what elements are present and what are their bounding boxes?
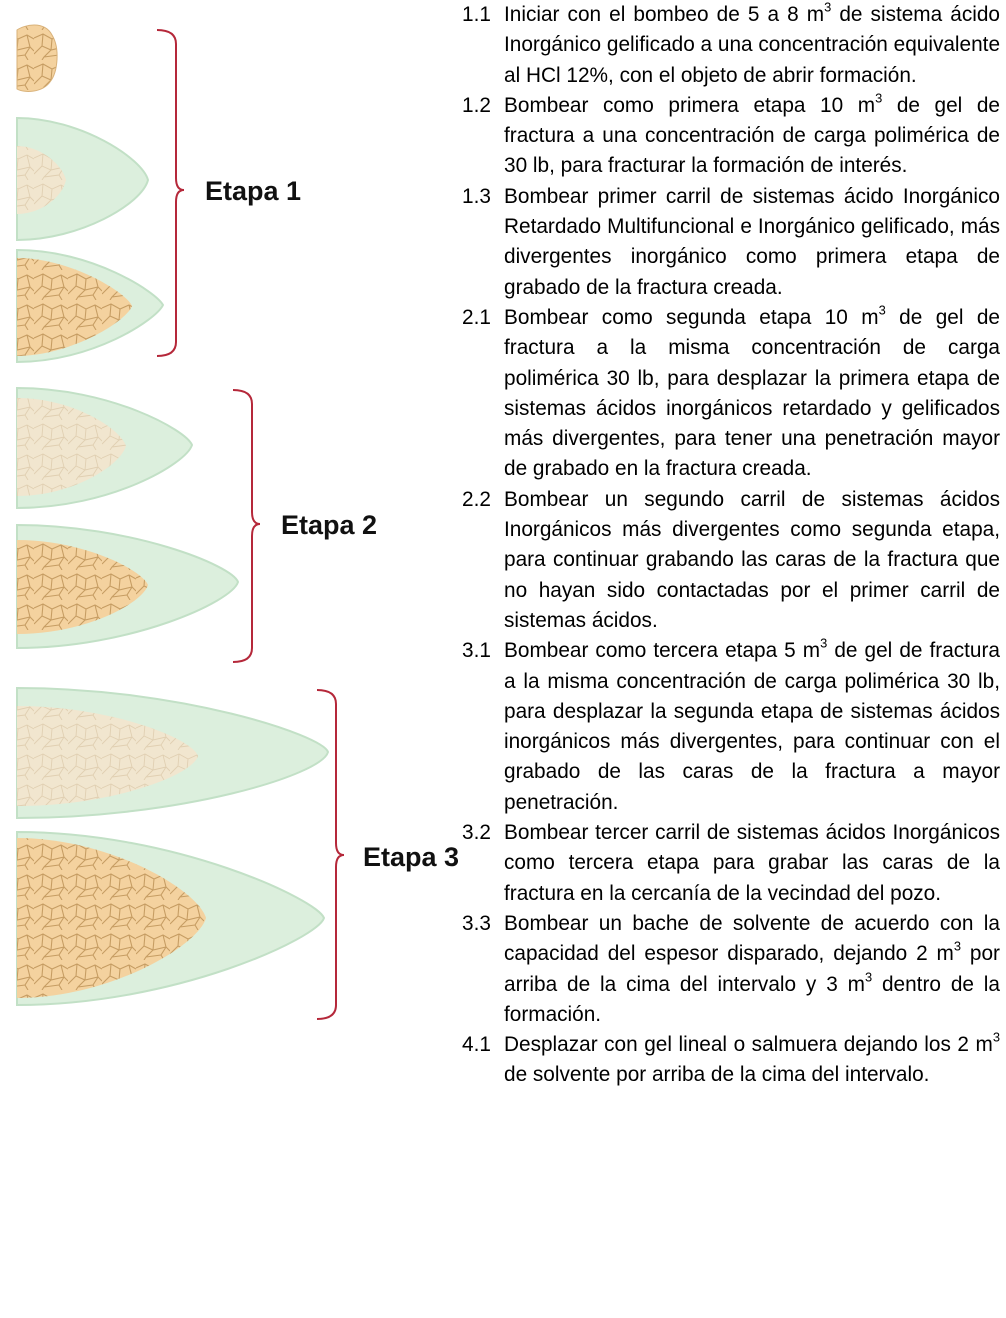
fracture-stages-diagram	[0, 0, 460, 1060]
step-1-2	[462, 91, 1000, 182]
stage-3-bracket	[317, 690, 344, 1019]
stage-3-label: Etapa 3	[363, 842, 460, 872]
step-text: Bombear primer carril de sistemas ácido Inorgánico Retardado Multifuncional e Inorgánico gelificado, más divergentes inorgánico como primera etapa de grabado de la fractura creada.	[504, 184, 1000, 299]
step-number: 1.2	[462, 93, 491, 117]
step-number: 2.1	[462, 305, 491, 329]
stage-3-figure-2	[17, 832, 324, 1005]
stage-3-figure-1	[17, 688, 328, 818]
step-3-2	[462, 818, 1000, 909]
step-2-1	[462, 303, 1000, 485]
step-3-1	[462, 636, 1000, 818]
step-1-1	[462, 0, 1000, 91]
step-number: 3.3	[462, 911, 491, 935]
step-text: Bombear como tercera etapa 5 $m^3$ de gel de fractura a la misma concentración de carga polimérica 30 lb, para desplazar la segunda etapa de sistemas ácidos inorgánicos más divergentes, para continuar con el grabado de las caras de la fractura a mayor penetración.	[504, 635, 1000, 814]
stage-2-figure-1	[17, 388, 192, 508]
stage-1-figure-2	[17, 118, 148, 240]
step-3-3	[462, 909, 1000, 1030]
step-text: Bombear un bache de solvente de acuerdo con la capacidad del espesor disparado, dejando 2 $m^3$ por arriba de la cima del intervalo y 3 $m^3$ dentro de la formación.	[504, 911, 1000, 1026]
step-text: Bombear como segunda etapa 10 $m^3$ de gel de fractura a la misma concentración de carga polimérica 30 lb, para desplazar la primera etapa de sistemas ácidos inorgánicos retardado y gelificados más divergentes, para tener una penetración mayor de grabado en la fractura creada.	[504, 302, 1000, 481]
step-number: 4.1	[462, 1033, 491, 1057]
stage-1-figure-3	[17, 250, 163, 362]
step-number: 1.3	[462, 184, 491, 208]
step-2-2	[462, 485, 1000, 636]
step-number: 3.1	[462, 639, 491, 663]
step-text: Iniciar con el bombeo de 5 a 8 $m^3$ de sistema ácido Inorgánico gelificado a una concentración equivalente al HCl 12%, con el objeto de abrir formación.	[504, 0, 1001, 87]
procedure-steps-list	[462, 0, 1000, 1091]
step-text: Desplazar con gel lineal o salmuera dejando los 2 $m^3$ de solvente por arriba de la cima del intervalo.	[504, 1029, 1000, 1087]
step-4-1	[462, 1030, 1000, 1091]
step-number: 2.2	[462, 487, 491, 511]
stage-1-label: Etapa 1	[205, 176, 302, 206]
stage-2-bracket	[233, 390, 260, 662]
step-1-3	[462, 182, 1000, 303]
stage-2-figure-2	[17, 525, 238, 648]
step-text: Bombear un segundo carril de sistemas ácidos Inorgánicos más divergentes como segunda etapa, para continuar grabando las caras de la fractura que no hayan sido contactadas por el primer carril de sistemas ácidos.	[504, 487, 1000, 632]
step-text: Bombear como primera etapa 10 $m^3$ de gel de fractura a una concentración de carga polimérica de 30 lb, para fracturar la formación de interés.	[504, 90, 1000, 178]
step-text: Bombear tercer carril de sistemas ácidos Inorgánicos como tercera etapa para grabar las caras de la fractura en la cercanía de la vecindad del pozo.	[504, 821, 1000, 905]
step-number: 1.1	[462, 3, 491, 26]
step-number: 3.2	[462, 821, 491, 845]
stage-1-figure-1	[17, 25, 57, 91]
stage-2-label: Etapa 2	[281, 510, 378, 540]
